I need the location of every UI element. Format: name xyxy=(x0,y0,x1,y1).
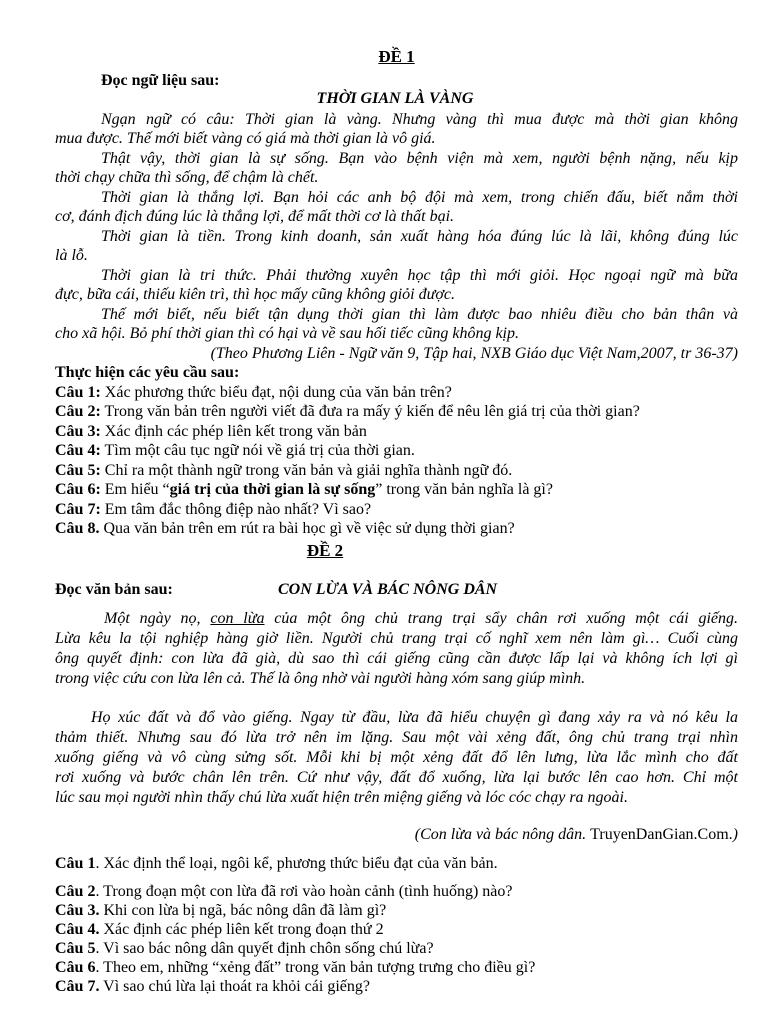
question-label: Câu 2: xyxy=(55,403,101,420)
question-text: . Vì sao bác nông dân quyết định chôn sống chú lừa? xyxy=(95,940,434,957)
question-text: Xác định các phép liên kết trong văn bản xyxy=(100,423,367,440)
source-citation xyxy=(55,825,738,844)
question xyxy=(55,441,738,460)
question-text: Khi con lừa bị ngã, bác nông dân đã làm gì? xyxy=(99,902,387,919)
question xyxy=(55,461,738,480)
passage-line: mua được. Thế mới biết vàng có giá mà thời gian là vô giá. xyxy=(55,130,436,147)
passage-line: cho xã hội. Bỏ phí thời gian thì có hại và về sau hối tiếc cũng không kịp. xyxy=(55,325,519,342)
question-label: Câu 6: xyxy=(55,481,101,498)
question xyxy=(55,977,738,996)
passage-line: Thời gian là thắng lợi. Bạn hỏi các anh bộ đội mà xem, trong chiến đấu, biết nắm thời xyxy=(101,189,738,206)
passage-line: xuống giếng và vô cùng sửng sốt. Mỗi khi bị một xẻng đất đổ lên lưng, lừa lắc mình cho đất xyxy=(55,749,738,766)
question-text: Xác định các phép liên kết trong đoạn thứ 2 xyxy=(99,921,384,938)
passage-title: THỜI GIAN LÀ VÀNG xyxy=(316,90,474,107)
question-label: Câu 7: xyxy=(55,501,101,518)
passage-line: ông quyết định: con lừa đã già, dù sao thì cái giếng cũng cần được lấp lại và không ích lợi gì xyxy=(55,650,738,667)
section-title-de1: ĐỀ 1 xyxy=(378,47,415,66)
passage-line: Thời gian là tri thức. Phải thường xuyên học tập thì mới giỏi. Học ngoại ngữ mà bữa xyxy=(101,267,738,284)
question-label: Câu 5 xyxy=(55,940,96,957)
question-text: Em tâm đắc thông điệp nào nhất? Vì sao? xyxy=(100,501,372,518)
source-site: TruyenDanGian.Com. xyxy=(590,826,733,843)
question-text: Tìm một câu tục ngữ nói về giá trị của thời gian. xyxy=(100,442,415,459)
passage-text: Một ngày nọ, xyxy=(104,610,211,627)
question xyxy=(55,519,738,538)
source-text: (Con lừa và bác nông dân. xyxy=(414,826,591,843)
passage-line: rơi xuống và bước chân lên trên. Cứ như vậy, đất đổ xuống, lừa lại bước lên cao hơn. Chỉ một xyxy=(55,769,738,786)
passage-line: cơ, đánh địch đúng lúc là thắng lợi, để mất thời cơ là thất bại. xyxy=(55,208,455,225)
passage-title: CON LỪA VÀ BÁC NÔNG DÂN xyxy=(278,581,498,598)
passage-line: Họ xúc đất và đổ vào giếng. Ngay từ đầu, lừa đã hiểu chuyện gì đang xảy ra và nó kêu la xyxy=(91,709,738,726)
question xyxy=(55,500,738,519)
question-text: Trong văn bản trên người viết đã đưa ra mấy ý kiến để nêu lên giá trị của thời gian? xyxy=(100,403,640,420)
question-label: Câu 3: xyxy=(55,423,101,440)
question-label: Câu 1 xyxy=(55,855,96,872)
question-text: . Xác định thể loại, ngôi kể, phương thức biểu đạt của văn bản. xyxy=(95,855,498,872)
passage-line: thảm thiết. Nhưng sau đó lừa trở nên im lặng. Sau một vài xẻng đất, ông chủ trang trại nhìn xyxy=(55,729,738,746)
question-label: Câu 2 xyxy=(55,883,96,900)
question-label: Câu 3. xyxy=(55,902,100,919)
section-title-de2: ĐỀ 2 xyxy=(306,541,344,560)
question xyxy=(55,901,738,920)
question xyxy=(55,854,738,873)
question-text: Qua văn bản trên em rút ra bài học gì về việc sử dụng thời gian? xyxy=(99,520,515,537)
passage-text: của một ông chủ trang trại sẩy chân rơi xuống một cái giếng. xyxy=(264,610,739,627)
question-text: Em hiểu “ xyxy=(100,481,170,498)
passage-line: đực, bữa cái, thiếu kiên trì, thì học mấy cũng không giỏi được. xyxy=(55,286,455,303)
question-text: Vì sao chú lừa lại thoát ra khỏi cái giếng? xyxy=(99,978,370,995)
question xyxy=(55,383,738,402)
question-text: ” trong văn bản nghĩa là gì? xyxy=(375,481,553,498)
question-label: Câu 5: xyxy=(55,462,101,479)
passage-line: Thời gian là tiền. Trong kinh doanh, sản xuất hàng hóa đúng lúc là lãi, không đúng lúc xyxy=(101,228,738,245)
question-emphasis: giá trị của thời gian là sự sống xyxy=(169,481,376,498)
question-label: Câu 4. xyxy=(55,921,100,938)
question xyxy=(55,422,738,441)
question xyxy=(55,958,738,977)
question xyxy=(55,480,738,499)
question xyxy=(55,920,738,939)
passage-line: Lừa kêu la tội nghiệp hàng giờ liền. Người chủ trang trại cố nghĩ xem nên làm gì… Cuối cùng xyxy=(55,630,738,647)
source-citation: (Theo Phương Liên - Ngữ văn 9, Tập hai, NXB Giáo dục Việt Nam,2007, tr 36-37) xyxy=(210,345,738,362)
passage-line: Thế mới biết, nếu biết tận dụng thời gian thì làm được bao nhiêu điều cho bản thân và xyxy=(101,306,738,323)
passage-link[interactable]: con lừa xyxy=(210,610,265,627)
source-text: ) xyxy=(732,826,738,843)
question xyxy=(55,882,738,901)
reading-prompt: Đọc ngữ liệu sau: xyxy=(101,72,220,89)
passage-line: lúc sau mọi người nhìn thấy chú lừa xuất hiện trên miệng giếng và lóc cóc chạy ra ngoài. xyxy=(55,789,628,806)
question xyxy=(55,402,738,421)
passage-line xyxy=(104,609,738,628)
question-label: Câu 4: xyxy=(55,442,101,459)
question-text: . Theo em, những “xẻng đất” trong văn bản tượng trưng cho điều gì? xyxy=(95,959,536,976)
passage-line: Ngạn ngữ có câu: Thời gian là vàng. Nhưng vàng thì mua được mà thời gian không xyxy=(101,111,738,128)
passage-line: thời chạy chữa thì sống, để chậm là chết. xyxy=(55,169,319,186)
question-text: Xác phương thức biểu đạt, nội dung của văn bản trên? xyxy=(100,384,452,401)
task-heading: Thực hiện các yêu cầu sau: xyxy=(55,364,240,381)
passage-line: là lỗ. xyxy=(55,247,88,264)
question-label: Câu 7. xyxy=(55,978,100,995)
question-label: Câu 1: xyxy=(55,384,101,401)
reading-prompt: Đọc văn bản sau: xyxy=(55,581,173,598)
question-label: Câu 8. xyxy=(55,520,100,537)
question-text: Chỉ ra một thành ngữ trong văn bản và giải nghĩa thành ngữ đó. xyxy=(100,462,513,479)
passage-line: Thật vậy, thời gian là sự sống. Bạn vào bệnh viện mà xem, người bệnh nặng, nếu kịp xyxy=(101,150,738,167)
question-text: . Trong đoạn một con lừa đã rơi vào hoàn cảnh (tình huống) nào? xyxy=(95,883,513,900)
question xyxy=(55,939,738,958)
question-label: Câu 6 xyxy=(55,959,96,976)
passage-line: trong việc cứu con lừa lên cả. Thế là ông nhờ vài người hàng xóm sang giúp mình. xyxy=(55,670,586,687)
